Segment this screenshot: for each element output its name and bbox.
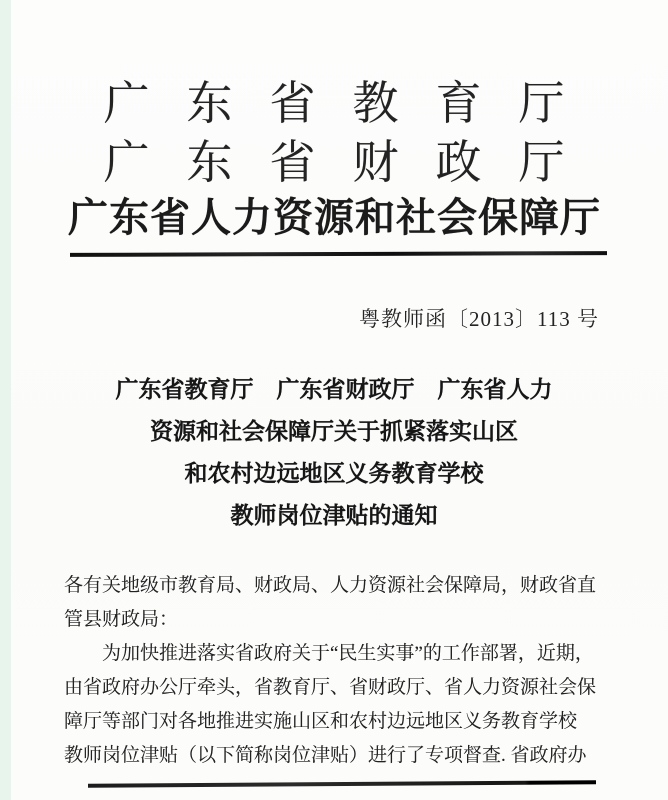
- title-line: 教师岗位津贴的通知: [230, 503, 438, 528]
- title-line: 广东省教育厅 广东省财政厅 广东省人力: [115, 377, 553, 402]
- letterhead-agency-finance-text: 广东省财政厅: [103, 137, 602, 188]
- letterhead: [0, 74, 668, 244]
- title-line: 和农村边远地区义务教育学校: [184, 461, 484, 486]
- letterhead-agency-hr-social-security: [0, 192, 668, 244]
- letterhead-divider: [70, 251, 607, 257]
- title-line: 资源和社会保障厅关于抓紧落实山区: [150, 419, 518, 444]
- paragraph-line: 教师岗位津贴（以下简称岗位津贴）进行了专项督查. 省政府办: [64, 745, 587, 766]
- letterhead-agency-hr-social-security-text: 广东省人力资源和社会保障厅: [68, 195, 601, 240]
- footer-divider: [88, 780, 596, 788]
- document-title: [0, 369, 668, 537]
- salutation-line: 管县财政局：: [64, 609, 179, 630]
- document-body: [64, 569, 606, 773]
- paragraph-line: 由省政府办公厅牵头，省教育厅、省财政厅、省人力资源社会保: [64, 677, 597, 698]
- letterhead-agency-education: [0, 74, 668, 133]
- paragraph-line: 为加快推进落实省政府关于“民生实事”的工作部署，近期，: [102, 643, 594, 664]
- document-number: 粤教师函〔2013〕113 号: [359, 307, 599, 331]
- paragraph-line: 障厅等部门对各地推进实施山区和农村边远地区义务教育学校: [64, 711, 578, 732]
- letterhead-agency-finance: [0, 133, 668, 192]
- salutation-line: 各有关地级市教育局、财政局、人力资源社会保障局，财政省直: [64, 575, 597, 596]
- letterhead-agency-education-text: 广东省教育厅: [103, 78, 602, 129]
